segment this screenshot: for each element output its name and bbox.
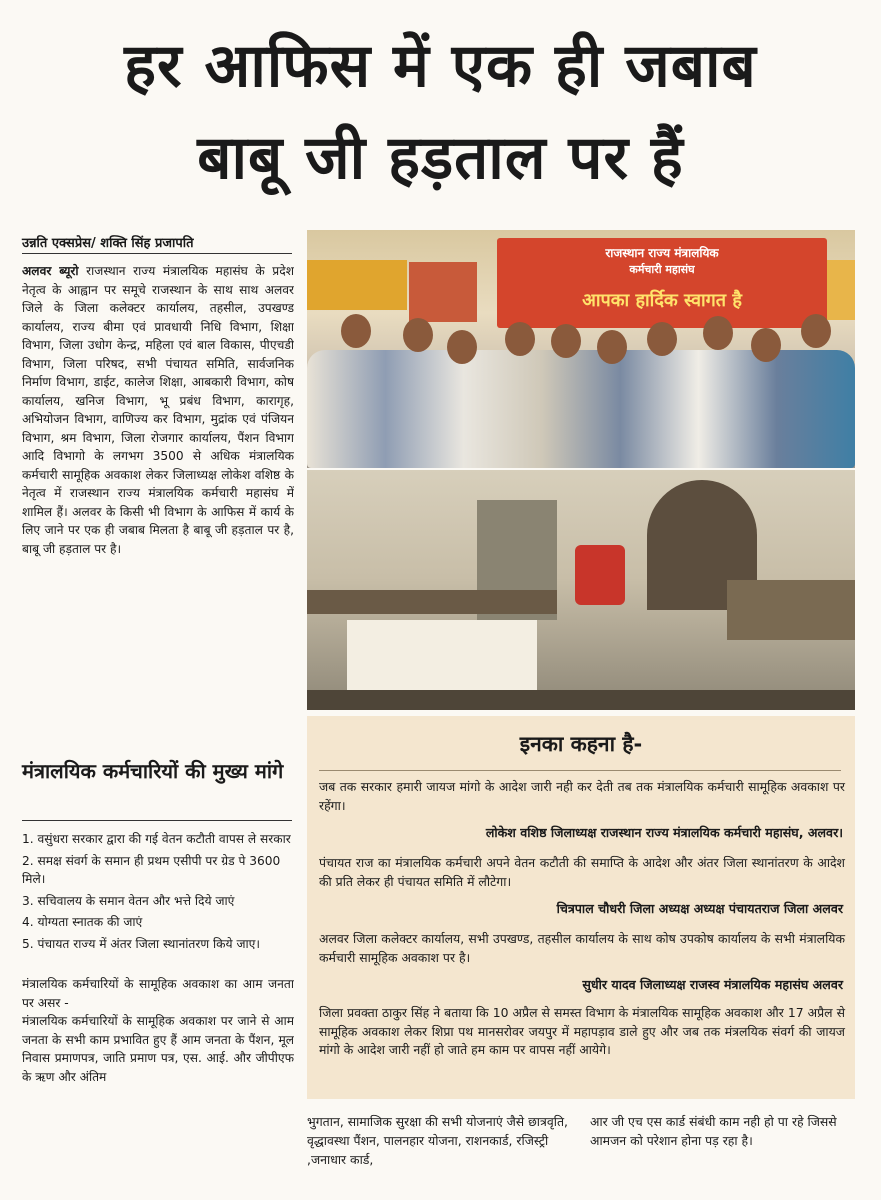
bottom-column-1: भुगतान, सामाजिक सुरक्षा की सभी योजनाएं जैसे छात्रवृति, वृद्धावस्था पैंशन, पालनहार योजना, राशनकार्ड, रजिस्ट्री ,जनाधार कार्ड, xyxy=(307,1114,568,1167)
person-head xyxy=(647,322,677,356)
person-head xyxy=(751,328,781,362)
person-head xyxy=(505,322,535,356)
quote-author: सुधीर यादव जिलाध्यक्ष राजस्व मंत्रालयिक महासंघ अलवर xyxy=(582,977,843,992)
article-text: राजस्थान राज्य मंत्रालयिक महासंघ के प्रदेश नेतृत्व के आह्वान पर समूचे राजस्थान के साथ साथ अलवर जिले के जिला कलेक्टर कार्यालय, तहसील, उपखण्ड कार्यालय, राज्य बीमा एवं प्रावधायी निधि विभाग, शिक्षा विभाग, जिला उधोग केन्द्र, महिला एवं बाल विकास, पीएचडी विभाग, जिला परिषद, सभी पंचायत समिति, सार्वजनिक निर्माण विभाग, डाईट, कालेज शिक्षा, आबकारी विभाग, कोष कार्यालय, खनिज विभाग, भू प्रबंध विभाग, कारागृह, अभियोजन विभाग, वाणिज्य कर विभाग, मुद्रांक एवं पंजियन विभाग, श्रम विभाग, जिला रोजगार कार्यालय, पैंशन विभाग आदि विभागो के लगभग 3500 से अधिक मंत्रालयिक कर्मचारी सामूहिक अवकाश लेकर जिलाध्यक्ष लोकेश वशिष्ठ के नेतृत्व में राजस्थान राज्य मंत्रालयिक कर्मचारी महासंघ में शामिल हैं। अलवर के किसी भी विभाग के आफिस में कार्य के लिए जाने पर एक ही जबाब मिलता है बाबू जी हड़ताल पर है, बाबू जी हड़ताल पर है। xyxy=(22,264,294,556)
protest-photo xyxy=(307,230,855,468)
bottom-column-2: आर जी एच एस कार्ड संबंधी काम नही हो पा रहे जिससे आमजन को परेशान होना पड़ रहा है। xyxy=(590,1114,837,1148)
crowd xyxy=(307,350,855,468)
banner-line-1: राजस्थान राज्य मंत्रालयिक xyxy=(605,246,719,260)
banner-line-2: कर्मचारी महासंघ xyxy=(629,263,695,276)
demands-title: मंत्रालयिक कर्मचारियों की मुख्य मांगे xyxy=(22,759,284,783)
headline xyxy=(0,0,881,222)
public-effect-heading: मंत्रालयिक कर्मचारियों के सामूहिक अवकाश का आम जनता पर असर - xyxy=(22,977,294,1010)
quote-text: अलवर जिला कलेक्टर कार्यालय, सभी उपखण्ड, तहसील कार्यालय के साथ कोष उपकोष कार्यालय के सभी मंत्रालयिक कर्मचारी सामूहिक अवकाश पर है। xyxy=(319,931,845,965)
quote-text: पंचायत राज का मंत्रालयिक कर्मचारी अपने वेतन कटौती की समाप्ति के आदेश और अंतर जिला स्थानांतरण के आदेश की प्रति लेकर ही पंचायत समिति में लौटेगा। xyxy=(319,855,845,889)
demand-item: 2. समक्ष संवर्ग के समान ही प्रथम एसीपी पर ग्रेड पे 3600 मिले। xyxy=(22,853,281,886)
quotes-title: इनका कहना है- xyxy=(519,732,643,756)
quotes-box xyxy=(307,716,855,1099)
demand-item: 1. वसुंधरा सरकार द्वारा की गई वेतन कटौती वापस ले सरकार xyxy=(22,832,291,846)
divider xyxy=(319,770,841,771)
divider xyxy=(22,820,292,821)
person-head xyxy=(403,318,433,352)
demand-item: 5. पंचायत राज्य में अंतर जिला स्थानांतरण किये जाए। xyxy=(22,936,261,951)
desk xyxy=(307,590,557,614)
headline-line-1: हर आफिस में एक ही जबाब xyxy=(124,31,757,101)
public-effect-section xyxy=(22,975,294,1193)
demand-item: 4. योग्यता स्नातक की जाएं xyxy=(22,915,143,929)
dateline: अलवर ब्यूरो xyxy=(22,264,79,278)
demand-item: 3. सचिवालय के समान वेतन और भत्ते दिये जाएं xyxy=(22,893,235,908)
person-head xyxy=(551,324,581,358)
banner-line-3: आपका हार्दिक स्वागत है xyxy=(582,290,742,311)
demands-list xyxy=(22,830,294,970)
person-head xyxy=(447,330,477,364)
desk-edge xyxy=(307,690,855,710)
person-head xyxy=(341,314,371,348)
welcome-banner xyxy=(497,238,827,328)
paper-files xyxy=(347,620,537,690)
quote-text: जब तक सरकार हमारी जायज मांगो के आदेश जारी नही कर देती तब तक मंत्रालयिक कर्मचारी सामूहिक अवकाश पर रहेंगा। xyxy=(319,779,845,813)
red-bag xyxy=(575,545,625,605)
banner-sign xyxy=(409,262,477,322)
person-head xyxy=(597,330,627,364)
public-effect-text: मंत्रालयिक कर्मचारियों के सामूहिक अवकाश पर जाने से आम जनता के सभी काम प्रभावित हुए हैं आम जनता के पैंशन, मूल निवास प्रमाणपत्र, जाति प्रमाण पत्र, एस. आई. और जीपीएफ के ऋण और अंतिम xyxy=(22,1014,294,1084)
quote-author: लोकेश वशिष्ठ जिलाध्यक्ष राजस्थान राज्य मंत्रालयिक कर्मचारी महासंघ, अलवर। xyxy=(485,825,843,840)
quote-author: चित्रपाल चौधरी जिला अध्यक्ष अध्यक्ष पंचायतराज जिला अलवर xyxy=(556,901,843,916)
byline: उन्नति एक्सप्रेस/ शक्ति सिंह प्रजापति xyxy=(22,233,292,254)
headline-line-2: बाबू जी हड़ताल पर हैं xyxy=(197,123,684,193)
banner-sign xyxy=(307,260,407,310)
quote-text: जिला प्रवक्ता ठाकुर सिंह ने बताया कि 10 अप्रैल से समस्त विभाग के मंत्रालयिक सामूहिक अवकाश और 17 अप्रैल से सामूहिक अवकाश लेकर शिप्रा पथ मानसरोवर जयपुर में महापड़ाव डाले हुए और जब तक मंत्रलयिक संवर्ग की जायज मांगो के आदेश जारी नहीं हो जाते हम काम पर वापस नहीं आयेगे। xyxy=(319,1005,845,1058)
person-head xyxy=(703,316,733,350)
desk xyxy=(727,580,855,640)
person-head xyxy=(801,314,831,348)
empty-office-photo xyxy=(307,470,855,710)
article-body xyxy=(22,262,294,752)
